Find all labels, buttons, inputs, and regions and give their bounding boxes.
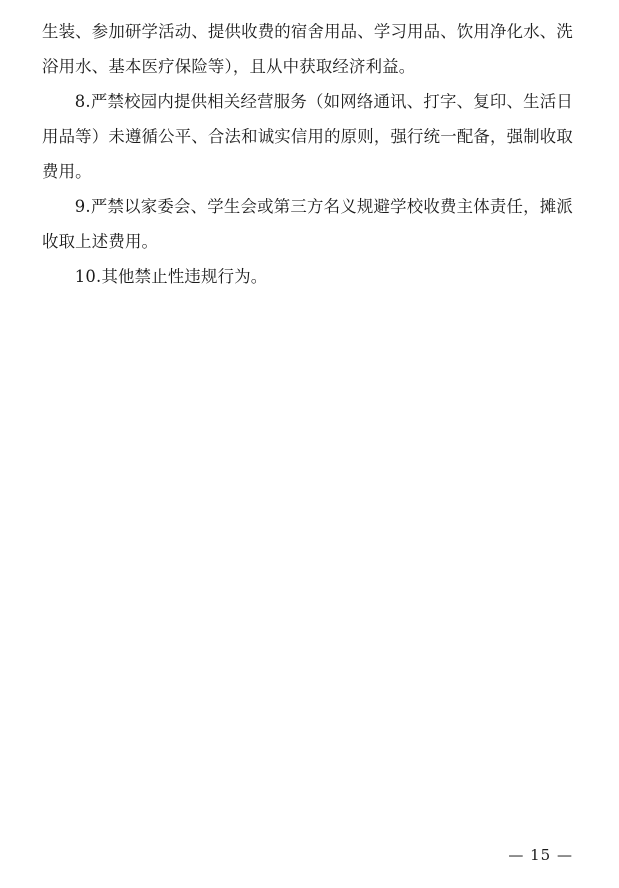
paragraph-item-8: 8.严禁校园内提供相关经营服务（如网络通讯、打字、复印、生活日用品等）未遵循公平、合法和诚实信用的原则，强行统一配备，强制收取费用。	[42, 92, 573, 181]
paragraph-item-10: 10.其他禁止性违规行为。	[74, 267, 268, 286]
page-number: — 15 —	[508, 846, 573, 864]
paragraph-continued: 生装、参加研学活动、提供收费的宿舍用品、学习用品、饮用净化水、洗浴用水、基本医疗保险等），且从中获取经济利益。	[42, 22, 573, 76]
paragraph-item-9: 9.严禁以家委会、学生会或第三方名义规避学校收费主体责任，摊派收取上述费用。	[42, 197, 573, 251]
document-body	[42, 14, 573, 294]
